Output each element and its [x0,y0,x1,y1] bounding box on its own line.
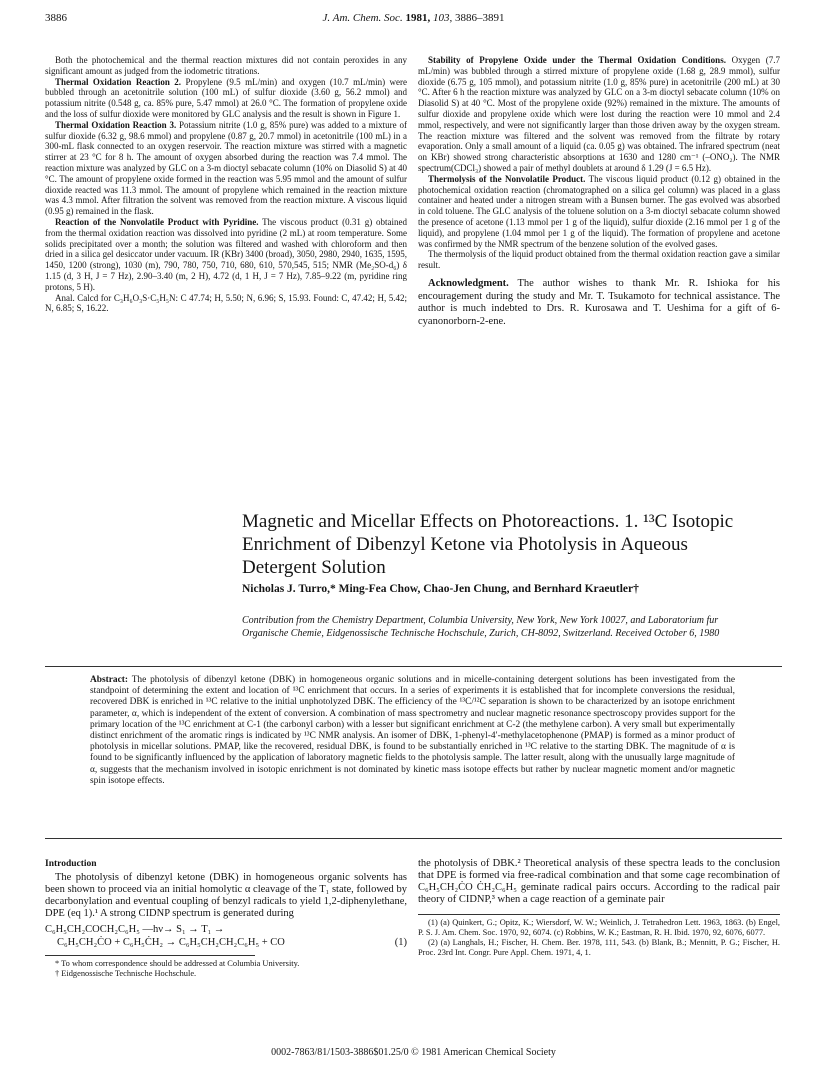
run-in-heading: Thermal Oxidation Reaction 3. [55,119,177,130]
paragraph [45,217,407,293]
paragraph: The photolysis of dibenzyl ketone (DBK) in homogeneous organic solvents has been shown to proceed via an initial homolytic α cleavage of the T₁ state, followed by decarbonylation and eventual coupling of benzyl radicals to yield 1,2-diphenylethane, DPE (eq 1).¹ A strong CIDNP spectrum is generated during [45,872,407,920]
page-footer: 0002-7863/81/1503-3886$01.25/0 © 1981 American Chemical Society [271,1047,556,1058]
affiliation: Contribution from the Chemistry Department, Columbia University, New York, New York 10027, and Laboratorium fur Organische Chemie, Eidgenossische Technische Hochschule, Zurich, CH-8092, Switzerland. Received October 6, 1980 [242,615,720,639]
paragraph [418,55,780,174]
article-title: Magnetic and Micellar Effects on Photoreactions. 1. ¹³C Isotopic Enrichment of Dibenzyl Ketone via Photolysis in Aqueous Detergent Solution [242,511,734,578]
paragraph: Both the photochemical and the thermal reaction mixtures did not contain peroxides in any significant amount as judged from the iodometric titrations. [45,55,407,76]
divider [45,666,782,667]
footnote-divider [418,914,780,915]
author-list: Nicholas J. Turro,* Ming-Fea Chow, Chao-Jen Chung, and Bernhard Kraeutler† [242,583,639,595]
equation [45,923,407,949]
paragraph: the photolysis of DBK.² Theoretical analysis of these spectra leads to the conclusion that DPE is formed via free-radical combination and that some cage recombination of C₆H₅CH₂ĊO ĊH₂C₆H₅ geminate radical pairs occurs. According to the radical pair theory of CIDNP,³ when a cage reaction of a geminate pair [418,858,780,906]
acknowledgment [418,278,780,328]
run-in-heading: Acknowledgment. [428,277,509,289]
paragraph-text: Potassium nitrite (1.0 g, 85% pure) was added to a mixture of sulfur dioxide (6.32 g, 98.6 mmol) and propylene (0.87 g, 20.7 mmol) in acetonitrile (100 mL) in a 300-mL flask connected to an oxygen reservoir. The reaction mixture was stirred with a magnetic stirrer at 23 °C for 8 h. The amount of oxygen absorbed during the reaction was 7.4 mmol. The reaction mixture was analyzed by GLC on a 3-m dioctyl sebacate column (10% on Diasolid S) at 40 °C. The amount of propylene oxide formed in the reaction was 5.95 mmol and the amount of sulfur dioxide reacted was 11.3 mmol. The amount of propylene which remained in the reaction mixture was 4.3 mmol. After filtration the solvent was removed from the reaction mixture. A viscous liquid (0.95 g) remained in the flask. [45,119,407,217]
footnote: (2) (a) Langhals, H.; Fischer, H. Chem. Ber. 1978, 111, 543. (b) Blank, B.; Mennitt, P. G.; Fischer, H. Proc. 23rd Int. Congr. Pure Appl. Chem. 1971, 4, 1. [418,938,780,958]
paragraph-text: Oxygen (7.7 mL/min) was bubbled through a stirred mixture of propylene oxide (1.68 g, 28.9 mmol), sulfur dioxide (6.75 g, 105 mmol), and potassium nitrite (1.0 g, 85% pure) in acetonitrile (200 mL) at 30 °C. After 6 h the reaction mixture was analyzed by GLC on a 3-m dioctyl sebacate column (10% on Diasolid S) at 40 °C. Most of the propylene oxide (92%) remained in the mixture. The amounts of sulfur dioxide and propylene oxide which were lost during the reaction were 10 mmol and 2.4 mmol, respectively, and were not significantly larger than those driven away by the oxygen stream. The reaction mixture was filtered and the solvent was removed from the filtrate by rotary evaporation. Only a small amount of a liquid (ca. 0.05 g) was obtained. The infrared spectrum (neat on KBr) showed strong characteristic absorptions at 1630 and 1280 cm⁻¹ (–ONO₂). The NMR spectrum(CDCl₃) showed a pair of methyl doublets at around δ 1.29 (J = 6.5 Hz). [418,55,780,173]
paragraph-text: The viscous product (0.31 g) obtained from the thermal oxidation reaction was dissolved into pyridine (2 mL) at room temperature. Some solids precipitated over a month; the solution was filtered and washed with chloroform and then dried in a silica gel desiccator under vacuum. IR (KBr) 3400 (broad), 3050, 2980, 2940, 1635, 1595, 1450, 1200 (strong), 1030 (m), 790, 780, 750, 710, 680, 610, 570,545, 515; NMR (Me₂SO-d₆) δ 1.15 (d, 3 H, J = 7 Hz), 2.90–3.40 (m, 2 H), 4.72 (d, 1 H, J = 7 Hz), 7.85–9.22 (m, pyridine ring protons, 5 H). [45,216,407,292]
footnote: (1) (a) Quinkert, G.; Opitz, K.; Wiersdorf, W. W.; Weinlich, J. Tetrahedron Lett. 1963, 1863. (b) Engel, P. S. J. Am. Chem. Soc. 1970, 92, 6074. (c) Robbins, W. K.; Eastman, R. H. Ibid. 1970, 92, 6076, 6077. [418,918,780,938]
abstract-text: The photolysis of dibenzyl ketone (DBK) in homogeneous organic solutions and in micelle-containing detergent solutions has been investigated from the standpoint of determining the extent and location of ¹³C enrichment that occurs. In a series of experiments it is established that for incomplete conversions the residual, recovered DBK is enriched in ¹³C relative to the initial unphotolyzed DBK. The efficiency of the ¹³C/¹²C separation is shown to be characterized by an isotope enrichment parameter, α, which is independent of the extent of conversion. A combination of mass spectrometry and nuclear magnetic resonance spectroscopy provides support for the primary location of the ¹³C enrichment at C-1 (the carbonyl carbon) with a lesser but significant enrichment at C-2 (the methylene carbon). A very small but experimentally distinct enrichment of the aromatic rings is indicated by ¹³C NMR analysis. An isomer of DBK, 1-phenyl-4′-methylacetophenone (PMAP) is formed as a minor product of photolysis in micellar solutions. PMAP, like the recovered, residual DBK, is found to be substantially enriched in ¹³C relative to the starting DBK. The magnitude of α is found to be significantly influenced by the application of laboratory magnetic fields to the photolysis sample. The latter result, along with the unusually large magnitude of α, suggests that the mechanism involved in isotopic enrichment is not dominated by kinetic mass isotope effects but rather by nuclear magnetic moment and/or magnetic spin isotope effects. [90,675,735,786]
footnotes-right [418,918,780,958]
journal-year: 1981, [405,12,431,24]
footnote: * To whom correspondence should be addressed at Columbia University. [55,959,300,969]
paragraph [45,120,407,217]
left-column-intro [45,858,407,979]
equation-line [45,936,407,949]
abstract [90,675,735,787]
paragraph: Anal. Calcd for C₃H₆O₃S·C₅H₅N: C 47.74; H, 5.50; N, 6.96; S, 15.93. Found: C, 47.42; H, 5.42; N, 6.85; S, 16.22. [45,292,407,314]
page-number: 3886 [45,12,67,24]
acknowledgment-text: The author wishes to thank Mr. R. Ishioka for his encouragement during the study and Mr. T. Tsukamoto for technical assistance. The author is much indebted to Drs. R. Kurosawa and T. Ueshima for a gift of 6-cyanonorborn-2-ene. [418,277,781,327]
run-in-heading: Thermal Oxidation Reaction 2. [55,76,182,87]
divider [45,838,782,839]
paragraph-text: The viscous liquid product (0.12 g) obtained in the photochemical oxidation reaction (chromatographed on a silica gel column) was placed in a glass container and heated under a nitrogen stream with a Bunsen burner. The gas evolved was absorbed in cold toluene. The GLC analysis of the toluene solution on a 3-m dioctyl sebacate column showed the presence of acetone (1.13 mmol per 1 g of the liquid), sulfur dioxide (2.16 mmol per 1 g of the liquid), and propylene (1.04 mmol per 1 g of the liquid). The formation of propylene and acetone was confirmed by the NMR spectrum of the benzene solution of the evolved gases. [418,173,781,249]
abstract-label: Abstract: [90,675,129,685]
footnotes-left [45,959,407,979]
journal-name: J. Am. Chem. Soc. [322,12,403,24]
equation-text: C₆H₅CH₂ĊO + C₆H₅ĊH₂ → C₆H₅CH₂CH₂C₆H₅ + CO [57,937,285,949]
run-in-heading: Reaction of the Nonvolatile Product with Pyridine. [55,216,259,227]
footnote: † Eidgenossische Technische Hochschule. [55,969,197,979]
journal-pages: 3886–3891 [454,12,505,24]
paragraph: The thermolysis of the liquid product obtained from the thermal oxidation reaction gave a similar result. [418,249,780,271]
journal-volume: 103, [432,12,453,24]
run-in-heading: Stability of Propylene Oxide under the Thermal Oxidation Conditions. [428,55,726,65]
running-header [0,12,827,24]
paragraph-text: Propylene (9.5 mL/min) and oxygen (10.7 mL/min) were bubbled through an acetonitrile solution (100 mL) of sulfur dioxide (3.60 g, 56.2 mmol) and potassium nitrite (0.548 g, ca. 85% pure, 5.47 mmol) at 26.0 °C. The formation of propylene oxide and the loss of sulfur dioxide were monitored by GLC analysis and the result is shown in Figure 1. [45,76,407,119]
paragraph [418,174,780,250]
left-column-top [45,55,407,314]
equation-number: (1) [394,937,407,949]
footnote-divider [45,955,255,956]
run-in-heading: Thermolysis of the Nonvolatile Product. [428,173,586,184]
right-column-top [418,55,780,328]
right-column-intro [418,858,780,958]
equation-line: C₆H₅CH₂COCH₂C₆H₅ —hν→ S₁ → T₁ → [45,924,225,936]
section-heading: Introduction [45,859,97,869]
paragraph [45,77,407,120]
